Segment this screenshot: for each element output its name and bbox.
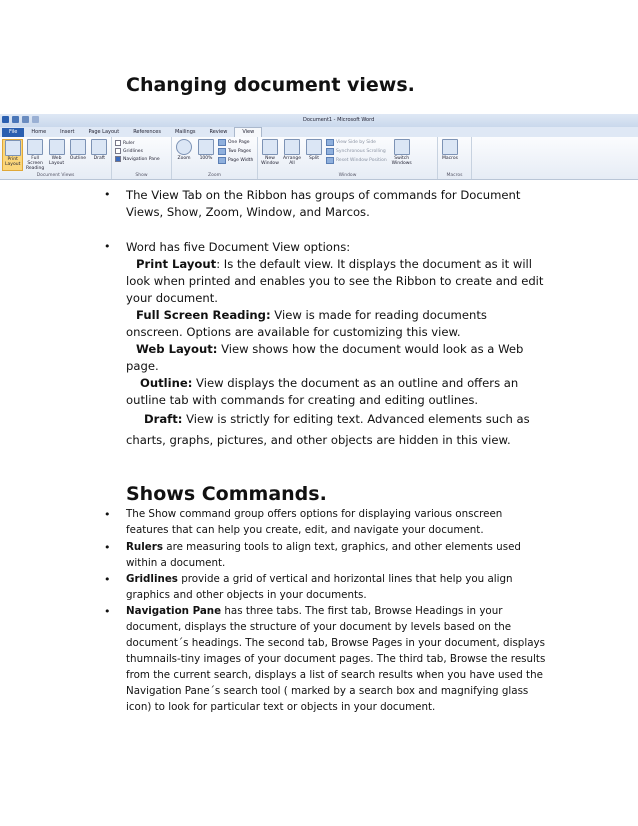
checkbox-checked-icon — [115, 156, 121, 162]
web-layout-icon — [49, 139, 65, 155]
list-item: Word has five Document View options: — [126, 240, 351, 254]
macros-button[interactable]: Macros — [440, 139, 460, 161]
view-side-by-side-button[interactable]: View Side by Side — [326, 139, 387, 146]
tab-references[interactable]: References — [133, 129, 161, 135]
checkbox-icon — [115, 140, 121, 146]
group-show — [112, 137, 172, 179]
two-pages-icon — [218, 148, 226, 155]
tab-file[interactable]: File — [2, 128, 24, 137]
view-option-draft: Draft: View is strictly for editing text. Advanced elements such as charts, graphs, pictures, and other objects are hidden in this view. — [126, 412, 530, 447]
tab-page-layout[interactable]: Page Layout — [88, 129, 120, 135]
one-page-icon — [218, 139, 226, 146]
print-layout-button[interactable]: Print Layout — [2, 139, 23, 171]
ribbon-screenshot — [0, 114, 638, 180]
magnifier-icon — [176, 139, 192, 155]
split-button[interactable]: Split — [304, 139, 324, 161]
split-icon — [306, 139, 322, 155]
ribbon-tabs — [0, 127, 638, 137]
side-by-side-icon — [326, 139, 334, 146]
sync-scroll-icon — [326, 148, 334, 155]
bullet-icon: • — [104, 573, 111, 586]
list-item: Navigation Pane has three tabs. The first tab, Browse Headings in your document, displays the structure of your document by levels based on the document´s headings. The second tab, Browse Pages in your document, displays thumnails-tiny images of your document pages. The third tab, Browse the results from the current search, displays a list of search results when you have used the Navigation Pane´s search tool ( marked by a search box and magnifying glass icon) to look for particular text or objects in your document. — [126, 605, 546, 713]
bullet-icon: • — [104, 240, 111, 253]
outline-button[interactable]: Outline — [68, 139, 87, 171]
zoom-100-icon — [198, 139, 214, 155]
save-icon — [12, 116, 19, 123]
window-title: Document1 - Microsoft Word — [303, 117, 375, 123]
list-item: The View Tab on the Ribbon has groups of commands for Document Views, Show, Zoom, Window, and Marcos. — [126, 188, 521, 219]
switch-windows-button[interactable]: Switch Windows — [389, 139, 415, 166]
list-item: Rulers are measuring tools to align text, graphics, and other elements used within a document. — [126, 541, 521, 569]
draft-button[interactable]: Draft — [90, 139, 109, 171]
navigation-pane-checkbox[interactable]: Navigation Pane — [115, 156, 168, 162]
macros-icon — [442, 139, 458, 155]
view-option-name: Full Screen Reading: — [136, 308, 271, 322]
view-option-name: Outline: — [140, 376, 193, 390]
synchronous-scrolling-button[interactable]: Synchronous Scrolling — [326, 148, 387, 155]
undo-icon — [22, 116, 29, 123]
outline-icon — [70, 139, 86, 155]
view-option-print-layout: Print Layout: Is the default view. It displays the document as it will look when printed and enables you to see the Ribbon to create and edit your document. — [126, 257, 544, 305]
redo-icon — [32, 116, 39, 123]
group-document-views — [0, 137, 112, 179]
list-item: The Show command group offers options for displaying various onscreen features that can help you create, edit, and navigate your document. — [126, 508, 503, 536]
print-layout-icon — [5, 140, 21, 156]
group-window — [258, 137, 438, 179]
group-label: Macros — [446, 173, 463, 178]
group-label: Zoom — [208, 173, 221, 178]
bullet-icon: • — [104, 188, 111, 201]
zoom-button[interactable]: Zoom — [174, 139, 194, 161]
group-label: Show — [135, 173, 148, 178]
draft-icon — [91, 139, 107, 155]
web-layout-button[interactable]: Web Layout — [47, 139, 66, 171]
reset-position-icon — [326, 157, 334, 164]
view-option-outline: Outline: View displays the document as an outline and offers an outline tab with commands for creating and editing outlines. — [126, 376, 519, 407]
ruler-checkbox[interactable]: Ruler — [115, 140, 168, 146]
tab-review[interactable]: Review — [209, 129, 228, 135]
group-label: Document Views — [36, 173, 75, 178]
bullet-icon: • — [104, 541, 111, 554]
view-option-full-screen-reading: Full Screen Reading: View is made for reading documents onscreen. Options are available for customizing this view. — [126, 308, 487, 339]
list-item: Gridlines provide a grid of vertical and horizontal lines that help you align graphics and other objects in your documents. — [126, 573, 513, 601]
tab-view[interactable]: View — [234, 127, 262, 137]
full-screen-reading-button[interactable]: Full Screen Reading — [25, 139, 44, 171]
view-option-name: Draft: — [144, 412, 183, 426]
checkbox-icon — [115, 148, 121, 154]
switch-windows-icon — [394, 139, 410, 155]
arrange-all-icon — [284, 139, 300, 155]
group-zoom — [172, 137, 258, 179]
group-macros — [438, 137, 472, 179]
tab-mailings[interactable]: Mailings — [174, 129, 196, 135]
new-window-button[interactable]: New Window — [260, 139, 280, 166]
full-screen-reading-icon — [27, 139, 43, 155]
ribbon-groups — [0, 137, 638, 179]
tab-home[interactable]: Home — [31, 129, 47, 135]
section-heading: Shows Commands. — [126, 483, 327, 505]
title-bar — [0, 114, 638, 127]
bullet-icon: • — [104, 605, 111, 618]
bullet-icon: • — [104, 508, 111, 521]
zoom-100-button[interactable]: 100% — [196, 139, 216, 161]
reset-window-position-button[interactable]: Reset Window Position — [326, 157, 387, 164]
view-option-name: Web Layout: — [136, 342, 218, 356]
page-title: Changing document views. — [126, 74, 415, 96]
view-option-name: Print Layout — [136, 257, 217, 271]
page-width-button[interactable]: Page Width — [218, 157, 253, 164]
quick-access-toolbar — [2, 116, 39, 123]
gridlines-checkbox[interactable]: Gridlines — [115, 148, 168, 154]
word-icon — [2, 116, 9, 123]
group-label: Window — [338, 173, 357, 178]
new-window-icon — [262, 139, 278, 155]
one-page-button[interactable]: One Page — [218, 139, 253, 146]
tab-insert[interactable]: Insert — [60, 129, 75, 135]
view-option-web-layout: Web Layout: View shows how the document would look as a Web page. — [126, 342, 524, 373]
arrange-all-button[interactable]: Arrange All — [282, 139, 302, 166]
page-width-icon — [218, 157, 226, 164]
two-pages-button[interactable]: Two Pages — [218, 148, 253, 155]
